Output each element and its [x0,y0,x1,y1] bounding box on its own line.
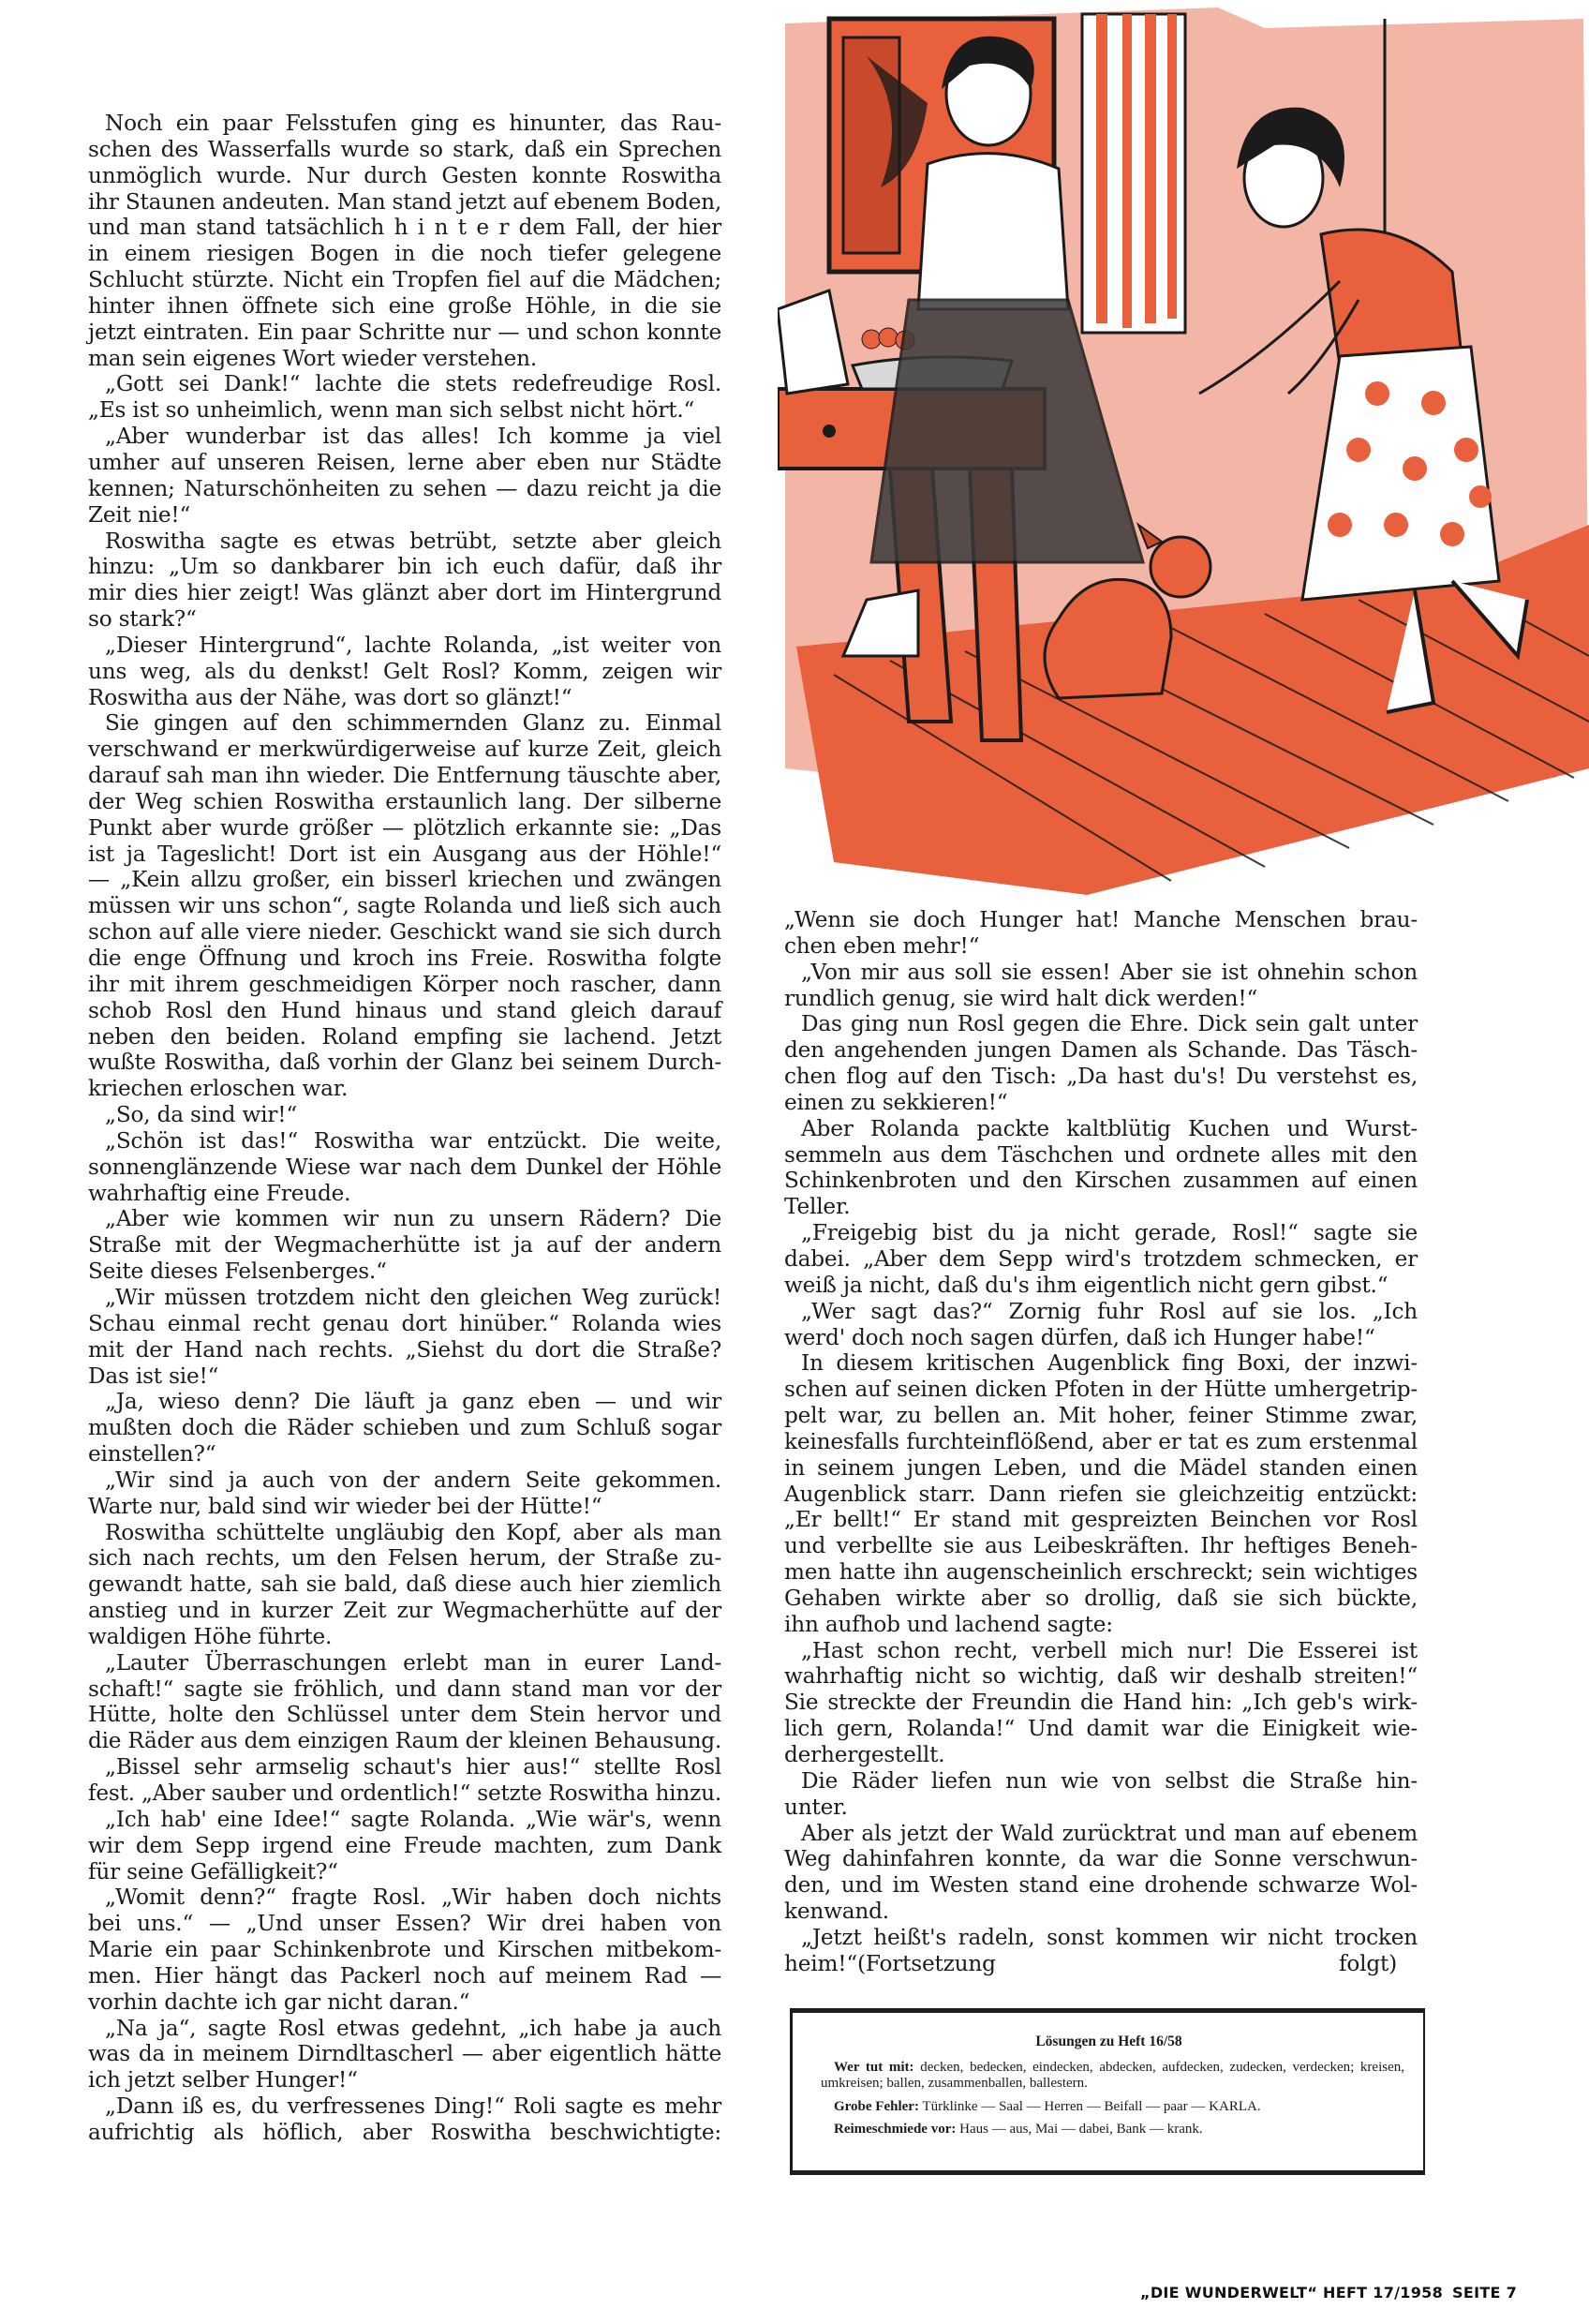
text-line: „Womit denn?“ fragte Rosl. „Wir haben doch nichts [105,1885,721,1911]
text-line: Straße mit der Wegmacherhütte ist ja auf der andern [88,1232,721,1259]
paragraph [784,1925,1418,1977]
text-line: Seite dieses Felsenberges.“ [88,1259,387,1285]
page-footer [1140,2284,1517,2302]
text-line: Roswitha schüttelte ungläubig den Kopf, aber als man [105,1519,721,1545]
text-line: schen auf seinen dicken Pfoten in der Hütte umhergetrip- [784,1377,1418,1403]
paragraph [88,1754,721,1807]
text-line: gewandt hatte, sah sie bald, daß diese auch hier ziemlich [88,1572,721,1598]
text-line: „Gott sei Dank!“ lachte die stets redefreudige Rosl. [105,371,721,397]
text-line: schen des Wasserfalls wurde so stark, daß ein Sprechen [88,136,721,162]
paragraph [88,1650,721,1754]
text-line: einen zu sekkieren!“ [784,1089,1008,1115]
paragraph [88,1520,721,1650]
text-line: Hütte, holte den Schlüssel unter dem Stein hervor und [88,1702,721,1728]
text-line: ihn aufhob und lachend sagte: [784,1611,1113,1637]
text-line: wahrhaftig eine Freude. [88,1180,351,1206]
solution-text: decken, bedecken, eindecken, abdecken, aufdecken, zudecken, verdecken; kreisen, umkreisen; ballen, zusammenballen, ballestern. [821,2059,1405,2091]
text-line: müssen wir uns schon“, sagte Rolanda und ließ sich auch [88,893,721,919]
text-line: Noch ein paar Felsstufen ging es hinunter, das Rau- [105,111,721,136]
paragraph [88,529,721,633]
text-line: „Ich hab' eine Idee!“ sagte Rolanda. „Wie wär's, wenn [105,1806,721,1832]
text-line: Das ging nun Rosl gegen die Ehre. Dick sein galt unter [801,1011,1418,1037]
text-line: Sie streckte der Freundin die Hand hin: „Ich geb's wirk- [784,1690,1418,1716]
text-line: Roswitha aus der Nähe, was dort so glänzt!“ [88,684,572,710]
text-line: Teller. [784,1194,851,1220]
paragraph [784,907,1418,960]
paragraph [784,1299,1418,1351]
text-line: wir dem Sepp irgend eine Freude machten, zum Dank [88,1832,721,1858]
text-line: derhergestellt. [784,1742,945,1767]
text-line: men. Hier hängt das Packerl noch auf meinem Rad — [88,1962,721,1989]
text-line: kriechen erloschen war. [88,1076,349,1102]
text-line: vorhin dachte ich gar nicht daran.“ [88,1989,470,2015]
paragraph [88,1807,721,1885]
text-line: wußte Roswitha, daß vorhin der Glanz bei seinem Durch- [88,1050,721,1076]
text-line: so stark?“ [88,606,197,633]
text-line: kennen; Naturschönheiten zu sehen — dazu reicht ja die [88,475,721,501]
text-line: „Jetzt heißt's radeln, sonst kommen wir nicht trocken [801,1924,1418,1950]
text-line: unter. [784,1794,848,1820]
text-line: Zeit nie!“ [88,501,191,528]
text-line: — „Kein allzu großer, ein bisserl kriechen und zwängen [88,867,721,893]
text-line: „Wer sagt das?“ Zornig fuhr Rosl auf sie los. „Ich [801,1298,1418,1324]
text-line: „So, da sind wir!“ [105,1102,298,1128]
text-line: „Lauter Überraschungen erlebt man in eurer Land- [105,1649,721,1676]
striped-curtain [1082,14,1185,333]
paragraph [784,1638,1418,1768]
text-line: Roswitha sagte es etwas betrübt, setzte aber gleich [105,528,721,554]
solutions-title: Lösungen zu Heft 16/58 [1035,2034,1182,2049]
text-line: heim!“ [784,1950,858,1976]
text-line: „Na ja“, sagte Rosl etwas gedehnt, „ich habe ja auch [105,2015,721,2041]
text-line: „Schön ist das!“ Roswitha war entzückt. Die weite, [105,1127,721,1154]
text-line: mir dies hier zeigt! Was glänzt aber dort im Hintergrund [88,580,721,606]
text-line: ist ja Tageslicht! Dort ist ein Ausgang aus der Höhle!“ [88,841,721,867]
paragraph [88,710,721,1102]
text-line: der Weg schien Roswitha erstaunlich lang. Der silberne [88,788,721,814]
text-line: „Freigebig bist du ja nicht gerade, Rosl!“ sagte sie [801,1220,1418,1246]
text-line: sich nach rechts, um den Felsen herum, der Straße zu- [88,1545,721,1572]
text-line: Schlucht stürzte. Nicht ein Tropfen fiel auf die Mädchen; [88,267,721,293]
text-line: dabei. „Aber dem Sepp wird's trotzdem schmecken, er [784,1245,1418,1272]
paragraph [784,1768,1418,1821]
text-line: für seine Gefälligkeit?“ [88,1858,338,1885]
text-line: kenwand. [784,1899,889,1925]
paragraph [88,1206,721,1285]
text-line: keinesfalls furchteinflößend, aber er tat es zum erstenmal [784,1428,1418,1454]
paragraph [88,1102,721,1128]
text-line: aufrichtig als höflich, aber Roswitha beschwichtigte: [88,2119,721,2145]
text-line: bei uns.“ — „Und unser Essen? Wir drei haben von [88,1911,721,1937]
solution-entry [821,2099,1404,2116]
text-line: waldigen Höhe führte. [88,1623,333,1649]
page-number: SEITE 7 [1452,2284,1518,2302]
text-line: den, und im Westen stand eine drohende schwarze Wol- [784,1872,1418,1899]
text-line: „Wenn sie doch Hunger hat! Manche Menschen brau- [784,907,1418,932]
paragraph [784,1821,1418,1925]
text-line: umher auf unseren Reisen, lerne aber eben nur Städte [88,449,721,475]
text-line: semmeln aus dem Täschchen und ordnete alles mit den [784,1141,1418,1168]
text-line: anstieg und in kurzer Zeit zur Wegmacherhütte auf der [88,1598,721,1624]
text-line: ihr Staunen andeuten. Man stand jetzt auf ebenem Boden, [88,188,721,215]
solution-entry [821,2122,1404,2138]
text-line: Gehaben wirkte aber so drollig, daß sie sich bückte, [784,1585,1418,1611]
paragraph [88,1285,721,1389]
text-line: rundlich genug, sie wird halt dick werden!“ [784,985,1258,1011]
solution-text: Haus — aus, Mai — dabei, Bank — krank. [959,2122,1203,2137]
paragraph [88,424,721,528]
text-line: „Wir sind ja auch von der andern Seite gekommen. [105,1467,721,1493]
paragraph [784,1350,1418,1637]
text-line: pelt war, zu bellen an. Mit hoher, feiner Stimme zwar, [784,1403,1418,1429]
text-line: neben den beiden. Roland empfing sie lachend. Jetzt [88,1023,721,1050]
paragraph [88,1467,721,1520]
text-line: schaft!“ sagte sie fröhlich, und dann stand man vor der [88,1676,721,1702]
paragraph [784,1220,1418,1299]
text-line: lich gern, Rolanda!“ Und damit war die Einigkeit wie- [784,1716,1418,1742]
closing-line [784,1951,1418,1977]
text-line: men hatte ihn augenscheinlich erschreckt; sein wichtiges [784,1559,1418,1586]
paragraph [88,2093,721,2146]
paragraph [784,1116,1418,1220]
text-line: Aber als jetzt der Wald zurücktrat und man auf ebenem [801,1820,1418,1846]
text-line: in einem riesigen Bogen in die noch tiefer gelegene [88,241,721,267]
text-line: was da in meinem Dirndltascherl — aber eigentlich hätte [88,2041,721,2067]
right-text-column [784,907,1418,1977]
paragraph [784,1011,1418,1115]
solution-label: Grobe Fehler: [834,2098,919,2114]
text-line: Das ist sie!“ [88,1363,219,1389]
text-line: „Bissel sehr armselig schaut's hier aus!“ stellte Rosl [105,1754,721,1780]
text-line: Aber Rolanda packte kaltblütig Kuchen und Wurst- [801,1115,1418,1141]
paragraph [88,1389,721,1467]
text-line: wahrhaftig nicht so wichtig, daß wir deshalb streiten!“ [784,1663,1418,1690]
text-line: Marie ein paar Schinkenbrote und Kirschen mitbekom- [88,1937,721,1963]
text-line: Schinkenbroten und den Kirschen zusammen auf einen [784,1168,1418,1194]
solution-entry [821,2060,1404,2093]
text-line: schon auf alle viere nieder. Geschickt wand sie sich durch [88,919,721,946]
paragraph [88,1885,721,2015]
text-line: Augenblick starr. Dann riefen sie gleichzeitig entzückt: [784,1481,1418,1507]
text-line: „Ja, wieso denn? Die läuft ja ganz eben — und wir [105,1389,721,1415]
solutions-box [790,2008,1425,2175]
text-line: „Es ist so unheimlich, wenn man sich selbst nicht hört.“ [88,397,695,424]
text-line: und verbellte sie aus Leibeskräften. Ihr heftiges Beneh- [784,1533,1418,1559]
text-line: darauf sah man ihn wieder. Die Entfernung täuschte aber, [88,763,721,789]
text-line: in seinem jungen Leben, und die Mädel standen einen [784,1454,1418,1481]
text-line: den angehenden jungen Damen als Schande. Das Täsch- [784,1037,1418,1064]
text-line: man sein eigenes Wort wieder verstehen. [88,345,538,371]
text-line: hinter ihnen öffnete sich eine große Höhle, in die sie [88,292,721,319]
text-line: hinzu: „Um so dankbarer bin ich euch dafür, daß ihr [88,554,721,580]
left-text-column [88,111,721,2146]
text-line: „Hast schon recht, verbell mich nur! Die Esserei ist [801,1637,1418,1663]
text-line: Weg dahinfahren konnte, da war die Sonne verschwun- [784,1846,1418,1872]
text-line: uns weg, als du denkst! Gelt Rosl? Komm, zeigen wir [88,658,721,684]
text-line: ich jetzt selber Hunger!“ [88,2067,358,2093]
text-line: Punkt aber wurde größer — plötzlich erkannte sie: „Das [88,814,721,841]
text-line: werd' doch noch sagen dürfen, daß ich Hunger habe!“ [784,1324,1375,1350]
magazine-issue: „DIE WUNDERWELT“ HEFT 17/1958 [1140,2284,1444,2302]
text-line: einstellen?“ [88,1441,216,1467]
solution-label: Reimeschmiede vor: [834,2122,957,2137]
text-line: und man stand tatsächlich h i n t e r dem Fall, der hier [88,215,721,241]
text-line: chen flog auf den Tisch: „Da hast du's! Du verstehst es, [784,1064,1418,1090]
text-line: „Er bellt!“ Er stand mit gespreizten Beinchen vor Rosl [784,1507,1418,1533]
text-line: „Von mir aus soll sie essen! Aber sie ist ohnehin schon [801,959,1418,985]
text-line: „Wir müssen trotzdem nicht den gleichen Weg zurück! [105,1284,721,1310]
text-line: jetzt eintraten. Ein paar Schritte nur — und schon konnte [88,319,721,345]
text-line: Warte nur, bald sind wir wieder bei der Hütte!“ [88,1493,602,1519]
text-line: chen eben mehr!“ [784,932,980,959]
text-line: „Dieser Hintergrund“, lachte Rolanda, „ist weiter von [105,632,721,658]
paragraph [88,111,721,371]
text-line: mußten doch die Räder schieben und zum Schluß sogar [88,1415,721,1441]
text-line: „Aber wie kommen wir nun zu unsern Rädern? Die [105,1206,721,1232]
text-line: In diesem kritischen Augenblick fing Boxi, der inzwi- [801,1350,1418,1377]
text-line: unmöglich wurde. Nur durch Gesten konnte Roswitha [88,162,721,188]
text-line: die Räder aus dem einzigen Raum der kleinen Behausung. [88,1728,721,1754]
text-line: ihr mit ihrem geschmeidigen Körper noch rascher, dann [88,971,721,997]
text-line: verschwand er merkwürdigerweise auf kurze Zeit, gleich [88,737,721,763]
text-line: Die Räder liefen nun wie von selbst die Straße hin- [801,1767,1418,1794]
text-line: „Aber wunderbar ist das alles! Ich komme ja viel [105,424,721,450]
paragraph [88,633,721,711]
text-line: fest. „Aber sauber und ordentlich!“ setzte Roswitha hinzu. [88,1780,721,1806]
solution-label: Wer tut mit: [834,2059,914,2075]
text-line: Sie gingen auf den schimmernden Glanz zu. Einmal [105,710,721,737]
text-line: schob Rosl den Hund hinaus und stand gleich darauf [88,997,721,1023]
story-illustration [778,0,1589,900]
text-line: mit der Hand nach rechts. „Siehst du dort die Straße? [88,1336,721,1363]
paragraph [88,2016,721,2094]
text-line: „Dann iß es, du verfressenes Ding!“ Roli sagte es mehr [105,2093,721,2120]
solution-text: Türklinke — Saal — Herren — Beifall — paar — KARLA. [922,2098,1261,2114]
continued-note: (Fortsetzung folgt) [857,1950,1397,1976]
paragraph [88,1128,721,1207]
text-line: Schau einmal recht genau dort hinüber.“ Rolanda wies [88,1310,721,1336]
text-line: weiß ja nicht, daß du's ihm eigentlich nicht gern gibst.“ [784,1272,1389,1298]
text-line: die enge Öffnung und kroch ins Freie. Roswitha folgte [88,946,721,971]
text-line: sonnenglänzende Wiese war nach dem Dunkel der Höhle [88,1154,721,1180]
paragraph [88,371,721,424]
paragraph [784,960,1418,1012]
